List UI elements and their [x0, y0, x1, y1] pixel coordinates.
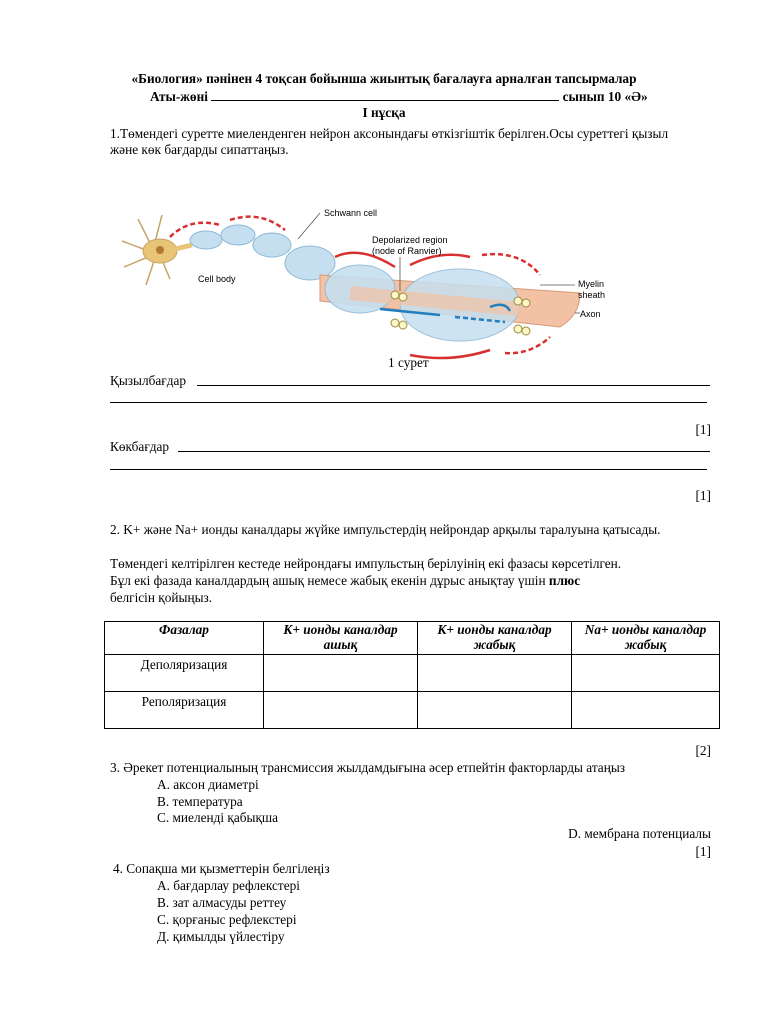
phase-table: [104, 621, 720, 729]
answer-cell[interactable]: [418, 655, 572, 692]
table-header: Фазалар: [105, 622, 264, 655]
q4-option-c[interactable]: С. қорғаныс рефлекстері: [157, 912, 297, 927]
q3-option-d[interactable]: D. мембрана потенциалы: [568, 826, 711, 841]
label-myelin: Myelin: [578, 279, 605, 289]
red-direction-label: Қызылбағдар: [110, 373, 187, 388]
blue-direction-label: Көкбағдар: [110, 439, 170, 454]
name-field[interactable]: [211, 88, 559, 101]
answer-cell[interactable]: [418, 692, 572, 729]
variant-label: І нұсқа: [362, 105, 406, 120]
red-answer-line-2[interactable]: [110, 402, 707, 403]
answer-cell[interactable]: [264, 655, 418, 692]
mark-q1-red: [1]: [695, 422, 711, 437]
table-header-row: [105, 622, 720, 655]
cell-body: [122, 215, 192, 285]
figure-caption: 1 сурет: [388, 355, 429, 370]
blue-answer-line-2[interactable]: [110, 469, 707, 470]
question-3-text: 3. Әрекет потенциалының трансмиссия жылдамдығына әсер етпейтін факторларды атаңыз: [110, 760, 626, 775]
question-2-text-4: белгісін қойыңыз.: [110, 590, 213, 605]
q3-option-a[interactable]: А. аксон диаметрі: [157, 777, 259, 792]
mark-q2: [2]: [695, 743, 711, 758]
name-line: [150, 88, 710, 105]
question-2-text-3a: Бұл екі фазада каналдардың ашық немесе жабық екенін дұрыс анықтау үшін: [110, 573, 549, 588]
answer-cell[interactable]: [572, 655, 720, 692]
phase-cell: Деполяризация: [105, 655, 264, 692]
q4-option-d[interactable]: Д. қимылды үйлестіру: [157, 929, 285, 944]
red-answer-line[interactable]: [197, 385, 710, 386]
label-cell-body: Cell body: [198, 274, 236, 284]
label-node-of-ranvier: (node of Ranvier): [372, 246, 442, 256]
page-title: «Биология» пәнінен 4 тоқсан бойынша жиынтық бағалауға арналған тапсырмалар: [131, 71, 637, 86]
name-label: Аты-жөні: [150, 89, 208, 104]
answer-cell[interactable]: [264, 692, 418, 729]
table-header: К+ ионды каналдар ашық: [264, 622, 418, 655]
class-label: сынып 10 «Ә»: [562, 89, 648, 104]
q3-option-c[interactable]: С. миеленді қабықша: [157, 810, 279, 825]
q4-option-a[interactable]: А. бағдарлау рефлекстері: [157, 878, 300, 893]
table-header: Na+ ионды каналдар жабық: [572, 622, 720, 655]
table-row: [105, 692, 720, 729]
blue-answer-line[interactable]: [178, 451, 710, 452]
neuron-figure: [110, 205, 650, 365]
phase-cell: Реполяризация: [105, 692, 264, 729]
q3-option-b[interactable]: В. температура: [157, 794, 243, 809]
label-depolarized-region: Depolarized region: [372, 235, 448, 245]
label-sheath: sheath: [578, 290, 606, 300]
mark-q1-blue: [1]: [695, 488, 711, 503]
answer-cell[interactable]: [572, 692, 720, 729]
label-axon: Axon: [580, 309, 601, 319]
question-1-text: 1.Төмендегі суретте миеленденген нейрон аксонындағы өткізгіштік берілген.Осы суреттегі қызыл және көк бағдарды сипаттаңыз.: [110, 126, 669, 157]
question-4-text: 4. Сопақша ми қызметтерін белгілеңіз: [113, 861, 330, 876]
question-2-text-2: Төмендегі келтірілген кестеде нейрондағы импульстың берілуінің екі фазасы көрсетілген.: [110, 556, 622, 571]
table-row: [105, 655, 720, 692]
table-header: К+ ионды каналдар жабық: [418, 622, 572, 655]
plus-word: плюс: [548, 573, 581, 588]
question-2-text-3: [110, 573, 730, 589]
question-2-text-1: 2. K+ және Na+ ионды каналдары жүйке импульстердің нейрондар арқылы таралуына қатысады.: [110, 522, 661, 537]
label-schwann-cell: Schwann cell: [324, 208, 378, 218]
q4-option-b[interactable]: В. зат алмасуды реттеу: [157, 895, 287, 910]
mark-q3: [1]: [695, 844, 711, 859]
